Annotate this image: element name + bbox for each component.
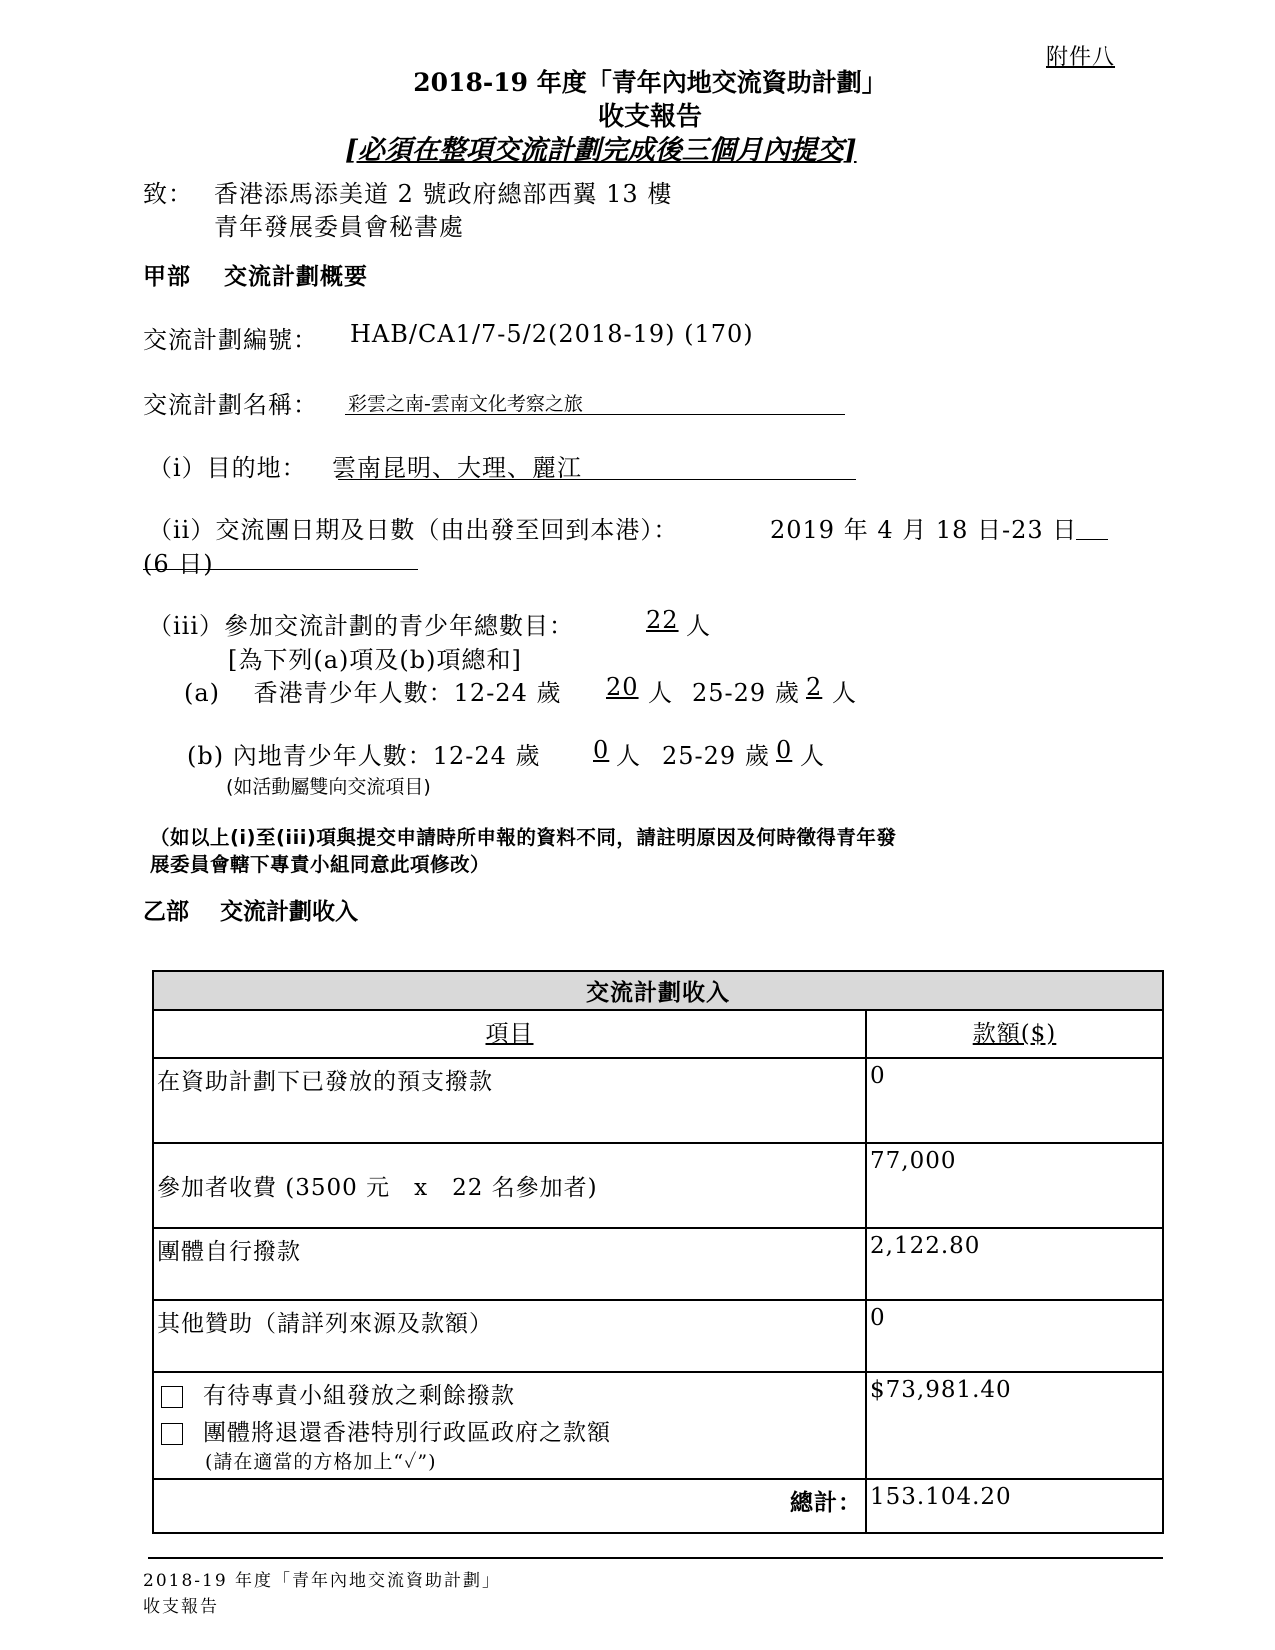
total-label: 總計： xyxy=(153,1479,866,1533)
submission-deadline: [必須在整項交流計劃完成後三個月內提交] xyxy=(345,135,857,166)
column-header-amount: 款額($) xyxy=(866,1010,1163,1058)
dates: 2019 年 4 月 18 日-23 日 xyxy=(770,516,1078,544)
hk-youth-12-24-unit: 人 xyxy=(648,679,673,707)
dates-underline xyxy=(1076,539,1108,540)
row-item: 其他贊助（請詳列來源及款額） xyxy=(153,1300,866,1372)
table-row xyxy=(153,1228,1163,1300)
destination: 雲南昆明、大理、麗江 xyxy=(332,454,582,482)
destination-underline xyxy=(338,479,856,480)
destination-label: （i）目的地： xyxy=(148,454,307,482)
mainland-youth-25-29-unit: 人 xyxy=(800,742,825,770)
table-row xyxy=(153,1058,1163,1143)
hk-youth-25-29: 2 xyxy=(806,673,823,701)
table-row xyxy=(153,1143,1163,1228)
column-header-item: 項目 xyxy=(153,1010,866,1058)
remark-line-2: 展委員會轄下專責小組同意此項修改） xyxy=(150,853,491,876)
report-title: 2018-19 年度「青年內地交流資助計劃」 xyxy=(413,68,887,97)
income-table-title: 交流計劃收入 xyxy=(153,971,1163,1010)
hk-youth-25-29-unit: 人 xyxy=(832,679,857,707)
section-a-title: 甲部 交流計劃概要 xyxy=(143,264,369,290)
row-amount: 0 xyxy=(866,1058,1163,1143)
option-cell xyxy=(153,1372,866,1479)
days: (6 日) xyxy=(143,550,214,578)
total-participants-note: [為下列(a)項及(b)項總和] xyxy=(228,646,522,674)
row-amount: 2,122.80 xyxy=(866,1228,1163,1300)
row-amount: 77,000 xyxy=(866,1143,1163,1228)
mainland-youth-label: (b) 內地青少年人數：12-24 歲 xyxy=(187,742,541,770)
table-row xyxy=(153,1300,1163,1372)
table-row xyxy=(153,1372,1163,1479)
remark-line-1: （如以上(i)至(iii)項與提交申請時所申報的資料不同，請註明原因及何時徵得青年發 xyxy=(150,826,897,849)
footer-title: 2018-19 年度「青年內地交流資助計劃」 xyxy=(143,1571,502,1591)
hk-youth-12-24: 20 xyxy=(606,673,639,701)
days-underline xyxy=(143,569,418,570)
total-participants-label: （iii）參加交流計劃的青少年總數目： xyxy=(148,612,575,640)
project-no-label: 交流計劃編號： xyxy=(143,326,318,354)
section-b-title: 乙部 交流計劃收入 xyxy=(143,899,359,925)
project-name: 彩雲之南-雲南文化考察之旅 xyxy=(348,393,583,415)
address-line-2: 青年發展委員會秘書處 xyxy=(214,213,464,241)
mainland-youth-25-29-label: 25-29 歲 xyxy=(662,742,770,770)
total-participants: 22 xyxy=(646,606,679,634)
row-item: 在資助計劃下已發放的預支撥款 xyxy=(153,1058,866,1143)
option-note: (請在適當的方格加上“✓”) xyxy=(205,1451,437,1473)
hk-youth-25-29-label: 25-29 歲 xyxy=(692,679,800,707)
project-name-label: 交流計劃名稱： xyxy=(143,391,318,419)
checkbox-refund[interactable] xyxy=(161,1423,183,1445)
mainland-youth-25-29: 0 xyxy=(776,736,793,764)
report-subtitle: 收支報告 xyxy=(597,102,702,132)
hk-youth-label: (a) 香港青少年人數：12-24 歲 xyxy=(184,679,562,707)
option-refund[interactable]: 團體將退還香港特別行政區政府之款額 xyxy=(157,1414,862,1447)
footer-divider xyxy=(148,1557,1163,1559)
address-line-1: 香港添馬添美道 2 號政府總部西翼 13 樓 xyxy=(214,180,673,208)
annex-label: 附件八 xyxy=(1046,45,1116,70)
project-name-underline xyxy=(345,414,845,415)
total-participants-unit: 人 xyxy=(686,612,711,640)
row-item: 團體自行撥款 xyxy=(153,1228,866,1300)
to-label: 致： xyxy=(143,180,193,208)
row-amount: 0 xyxy=(866,1300,1163,1372)
mainland-youth-12-24: 0 xyxy=(593,736,610,764)
mainland-youth-12-24-unit: 人 xyxy=(616,742,641,770)
total-amount: 153.104.20 xyxy=(866,1479,1163,1533)
project-no: HAB/CA1/7-5/2(2018-19) (170) xyxy=(350,320,754,348)
option-amount: $73,981.40 xyxy=(866,1372,1163,1479)
income-table xyxy=(152,970,1164,1534)
dates-label: （ii）交流團日期及日數（由出發至回到本港）： xyxy=(148,516,679,544)
checkbox-remaining-grant[interactable] xyxy=(161,1386,183,1408)
option-remaining-grant[interactable]: 有待專責小組發放之剩餘撥款 xyxy=(157,1377,862,1410)
table-row-total xyxy=(153,1479,1163,1533)
mainland-youth-note: (如活動屬雙向交流項目) xyxy=(226,776,431,798)
footer-subtitle: 收支報告 xyxy=(143,1597,219,1617)
row-item: 參加者收費 (3500 元 x 22 名參加者) xyxy=(153,1143,866,1228)
